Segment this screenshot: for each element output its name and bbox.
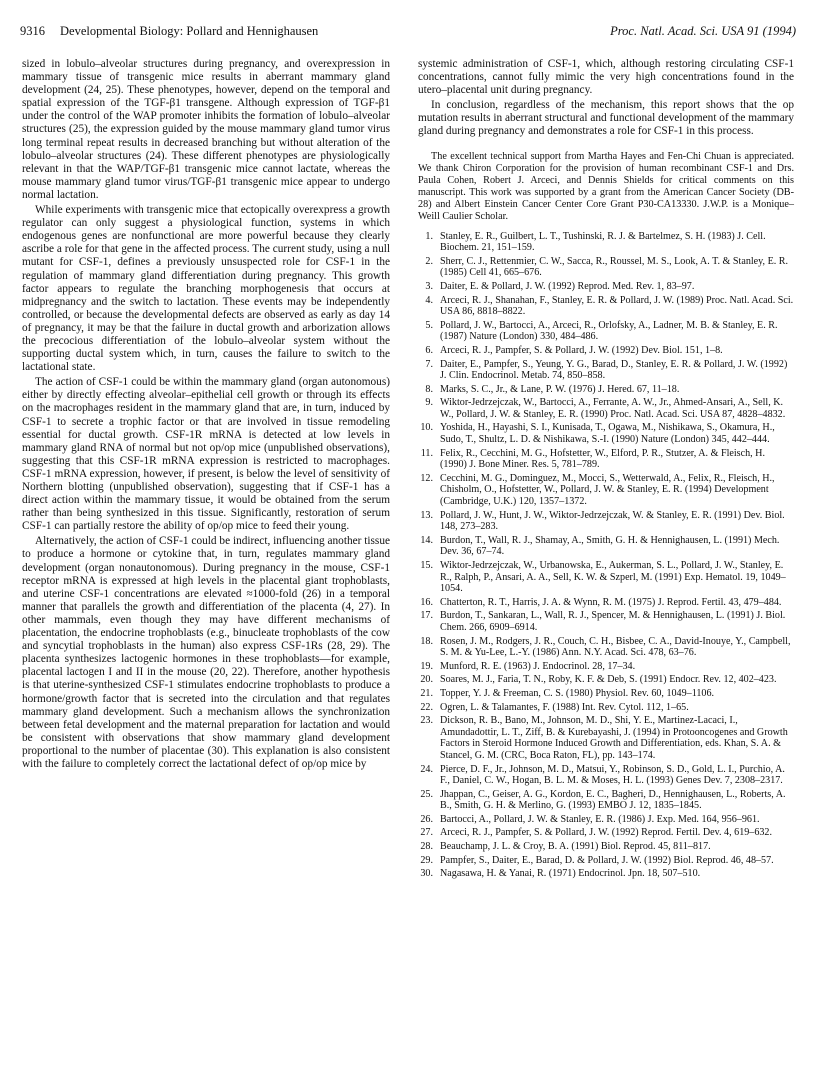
body-paragraph: In conclusion, regardless of the mechanism, this report shows that the op mutation results in aberrant structural and functional development of the mammary gland during pregnancy and demonstrates a role for CSF-1 in this process.	[418, 99, 794, 138]
right-column	[418, 58, 794, 882]
reference-text: Ogren, L. & Talamantes, F. (1988) Int. Rev. Cytol. 112, 1–65.	[440, 701, 689, 713]
reference-number: 16.	[420, 596, 433, 608]
reference-text: Bartocci, A., Pollard, J. W. & Stanley, E. R. (1986) J. Exp. Med. 164, 956–961.	[440, 813, 760, 825]
reference-text: Daiter, E. & Pollard, J. W. (1992) Reprod. Med. Rev. 1, 83–97.	[440, 280, 695, 292]
reference-number: 13.	[420, 509, 433, 521]
reference-item	[418, 345, 794, 357]
reference-item	[418, 764, 794, 787]
journal-citation: Proc. Natl. Acad. Sci. USA 91 (1994)	[610, 24, 796, 38]
reference-number: 21.	[420, 687, 433, 699]
reference-item	[418, 560, 794, 595]
body-paragraph: Alternatively, the action of CSF-1 could be indirect, influencing another tissue to produce a hormone or cytokine that, in turn, regulates mammary gland development (organ nonautonomous). During pregnancy in the mouse, CSF-1 receptor mRNA is expressed at high levels in the placental giant trophoblasts, and uterine CSF-1 concentrations are elevated ≈1000-fold (26) in a temporal manner that parallels the growth and differentiation of the placenta (4, 27). In other mammals, even though they may have different mechanisms of placentation, the endocrine trophoblasts (e.g., binucleate trophoblasts of the cow and syncytial trophoblasts in the human) also express CSF-1Rs (28, 29). The placenta synthesizes lactogenic hormones in these trophoblasts—for example, placental lactogen I and II in the mouse (20, 22). Therefore, another hypothesis is that uterine-synthesized CSF-1 stimulates endocrine trophoblasts to produce a hormone/growth factor that is secreted into the circulation and that regulates mammary gland development. Such a mechanism allows the synchronization between fetal development and the maternal preparation for lactation and would be consistent with observations that show mammary gland development proportional to the number of placentae (30). This explanation is also consistent with the failure to completely correct the lactational defect of op/op mice by	[22, 535, 390, 770]
reference-item	[418, 359, 794, 382]
reference-text: Yoshida, H., Hayashi, S. I., Kunisada, T., Ogawa, M., Nishikawa, S., Okamura, H., Sudo, T., Shultz, L. D. & Nishikawa, S.-I. (1990) Nature (London) 345, 442–444.	[440, 422, 775, 446]
reference-text: Nagasawa, H. & Yanai, R. (1971) Endocrinol. Jpn. 18, 507–510.	[440, 868, 701, 880]
reference-text: Soares, M. J., Faria, T. N., Roby, K. F. & Deb, S. (1991) Endocr. Rev. 12, 402–423.	[440, 674, 777, 686]
reference-number: 19.	[420, 660, 433, 672]
reference-text: Felix, R., Cecchini, M. G., Hofstetter, W., Elford, P. R., Stutzer, A. & Fleisch, H. (1990) J. Bone Miner. Res. 5, 781–789.	[440, 447, 765, 471]
reference-item	[418, 855, 794, 867]
reference-number: 26.	[420, 813, 433, 825]
reference-number: 14.	[420, 534, 433, 546]
reference-item	[418, 422, 794, 445]
reference-text: Wiktor-Jedrzejczak, W., Urbanowska, E., Aukerman, S. L., Pollard, J. W., Stanley, E. R., Ralph, P., Ansari, A. A., Sell, K. W. & Szperl, M. (1991) Exp. Hematol. 19, 1049–1054.	[440, 560, 786, 595]
reference-item	[418, 256, 794, 279]
reference-item	[418, 674, 794, 686]
reference-item	[418, 610, 794, 633]
reference-number: 10.	[420, 422, 433, 434]
reference-number: 4.	[425, 294, 433, 306]
body-paragraph: systemic administration of CSF-1, which, although restoring circulating CSF-1 concentrations, cannot fully mimic the very high concentrations found in the utero–placental unit during pregnancy.	[418, 58, 794, 97]
reference-item	[418, 384, 794, 396]
reference-item	[418, 868, 794, 880]
reference-text: Topper, Y. J. & Freeman, C. S. (1980) Physiol. Rev. 60, 1049–1106.	[440, 687, 715, 699]
reference-item	[418, 661, 794, 673]
body-paragraph: sized in lobulo–alveolar structures during pregnancy, and overexpression in mammary tissue of transgenic mice results in aberrant mammary gland development (24, 25). These phenotypes, however, depend on the temporal and spatial expression of the TGF-β1 transgene. Although expression of TGF-β1 under the control of the WAP promoter inhibits the formation of lobulo–alveolar structures (25), the expression guided by the mouse mammary gland tumor virus long terminal repeat results in decreased branching but without alteration of the lobulo–alveolar structures (24). These different phenotypes are physiologically relevant in that the WAP/TGF-β1 transgenic mice cannot lactate, whereas the mouse mammary gland tumor virus/TGF-β1 transgenic mice appear to undergo normal lactation.	[22, 58, 390, 201]
reference-item	[418, 702, 794, 714]
reference-number: 9.	[425, 397, 433, 409]
reference-number: 25.	[420, 788, 433, 800]
reference-item	[418, 688, 794, 700]
reference-item	[418, 397, 794, 420]
reference-item	[418, 281, 794, 293]
reference-item	[418, 231, 794, 254]
reference-item	[418, 715, 794, 761]
reference-text: Dickson, R. B., Bano, M., Johnson, M. D., Shi, Y. E., Martinez-Lacaci, I., Amundadottir, L. T., Ziff, B. & Kurebayashi, J. (1994) in Protooncogenes and Growth Factors in Steroid Hormone Induced Growth and Differentiation, eds. Khan, S. A. & Stancel, G. M. (CRC, Boca Raton, FL), pp. 143–174.	[440, 715, 788, 761]
reference-number: 27.	[420, 827, 433, 839]
reference-text: Wiktor-Jedrzejczak, W., Bartocci, A., Ferrante, A. W., Jr., Ahmed-Ansari, A., Sell, K. W., Pollard, J. W. & Stanley, E. R. (1990) Proc. Natl. Acad. Sci. USA 87, 4828–4832.	[440, 397, 786, 420]
reference-text: Burdon, T., Wall, R. J., Shamay, A., Smith, G. H. & Hennighausen, L. (1991) Mech. Dev. 36, 67–74.	[440, 534, 780, 558]
acknowledgment: The excellent technical support from Martha Hayes and Fen-Chi Chuan is appreciated. We thank Chiron Corporation for the provision of human recombinant CSF-1 and Drs. Paula Cohen, Robert J. Arceci, and Dennis Shields for critical comments on this manuscript. This work was supported by a grant from the American Cancer Society (DB-28) and Albert Einstein Cancer Center Core Grant P30-CA13330. J.W.P. is a Monique–Weill Caulier Scholar.	[418, 150, 794, 222]
reference-number: 29.	[420, 854, 433, 866]
reference-item	[418, 295, 794, 318]
reference-number: 24.	[420, 763, 433, 775]
reference-number: 1.	[425, 230, 433, 242]
reference-item	[418, 473, 794, 508]
reference-item	[418, 636, 794, 659]
reference-text: Munford, R. E. (1963) J. Endocrinol. 28, 17–34.	[440, 660, 636, 672]
reference-number: 20.	[420, 674, 433, 686]
reference-number: 23.	[420, 715, 433, 727]
reference-number: 11.	[420, 447, 433, 459]
reference-text: Arceci, R. J., Pampfer, S. & Pollard, J. W. (1992) Dev. Biol. 151, 1–8.	[440, 344, 723, 356]
reference-text: Arceci, R. J., Shanahan, F., Stanley, E. R. & Pollard, J. W. (1989) Proc. Natl. Acad. Sci. USA 86, 8818–8822.	[440, 294, 794, 318]
reference-text: Burdon, T., Sankaran, L., Wall, R. J., Spencer, M. & Hennighausen, L. (1991) J. Biol. Chem. 266, 6909–6914.	[440, 610, 786, 633]
reference-number: 2.	[425, 255, 433, 267]
reference-number: 5.	[425, 319, 433, 331]
reference-item	[418, 510, 794, 533]
reference-number: 8.	[425, 383, 433, 395]
reference-text: Chatterton, R. T., Harris, J. A. & Wynn, R. M. (1975) J. Reprod. Fertil. 43, 479–484.	[440, 596, 782, 608]
body-paragraph: While experiments with transgenic mice that ectopically overexpress a growth regulator can only suggest a physiological function, systems in which endogenous genes are nonfunctional are more powerful because they clearly ascribe a role for that gene in the affected process. The current study, using a null mutant for CSF-1, defines a previously unsuspected role for CSF-1 in the regulation of mammary gland differentiation during pregnancy. This growth factor appears to regulate the branching morphogenesis that occurs at midpregnancy and the switch to lactation. These events may be independently controlled, or because the developmental defects are observed as early as day 14 of pregnancy, it may be that the failure in ductal growth and arborization allows the precocious differentiation of the lobulo–alveolar system without the supporting ductal system which, in turn, causes the failure to switch to the lactational state.	[22, 204, 390, 374]
reference-item	[418, 827, 794, 839]
reference-text: Daiter, E., Pampfer, S., Yeung, Y. G., Barad, D., Stanley, E. R. & Pollard, J. W. (1992) J. Clin. Endocrinol. Metab. 74, 850–858.	[440, 358, 788, 382]
reference-number: 22.	[420, 701, 433, 713]
reference-number: 17.	[420, 610, 433, 622]
reference-text: Pollard, J. W., Hunt, J. W., Wiktor-Jedrzejczak, W. & Stanley, E. R. (1991) Dev. Biol. 148, 273–283.	[440, 509, 785, 533]
reference-number: 6.	[425, 344, 433, 356]
reference-item	[418, 448, 794, 471]
reference-item	[418, 789, 794, 812]
body-paragraph: The action of CSF-1 could be within the mammary gland (organ autonomous) either by directly effecting alveolar–epithelial cell growth or through its effects on the macrophages resident in the mammary gland that are, in turn, induced by CSF-1 to secrete a trophic factor or that are involved in tissue remodeling essential for ductal growth. CSF-1R mRNA is detected at low levels in mammary gland RNA of normal but not op/op mice (unpublished observations), suggesting that this CSF-1R mRNA expression is restricted to macrophages. CSF-1 mRNA expression, however, if present, is below the level of sensitivity of Northern blotting (unpublished observation), suggesting that if CSF-1 has a direct action within the mammary tissue, it would be obtained from the serum rather than being synthesized in this tissue. Significantly, restoration of serum CSF-1 can partially restore the ability of op/op mice to feed their young.	[22, 376, 390, 533]
reference-text: Rosen, J. M., Rodgers, J. R., Couch, C. H., Bisbee, C. A., David-Inouye, Y., Campbell, S. M. & Yu-Lee, L.-Y. (1986) Ann. N.Y. Acad. Sci. 478, 63–76.	[440, 635, 791, 659]
reference-number: 30.	[420, 868, 433, 880]
reference-text: Pollard, J. W., Bartocci, A., Arceci, R., Orlofsky, A., Ladner, M. B. & Stanley, E. R. (1987) Nature (London) 330, 484–486.	[440, 319, 778, 343]
reference-text: Stanley, E. R., Guilbert, L. T., Tushinski, R. J. & Bartelmez, S. H. (1983) J. Cell. Biochem. 21, 151–159.	[440, 230, 766, 254]
reference-number: 7.	[425, 358, 433, 370]
left-column	[22, 58, 390, 773]
page-header	[20, 24, 796, 44]
running-title: Developmental Biology: Pollard and Hennighausen	[60, 24, 319, 38]
reference-text: Pierce, D. F., Jr., Johnson, M. D., Matsui, Y., Robinson, S. D., Gold, L. I., Purchio, A. F., Daniel, C. W., Hogan, B. L. M. & Moses, H. L. (1993) Genes Dev. 7, 2308–2317.	[440, 763, 785, 787]
reference-number: 3.	[425, 280, 433, 292]
reference-number: 12.	[420, 472, 433, 484]
reference-text: Pampfer, S., Daiter, E., Barad, D. & Pollard, J. W. (1992) Biol. Reprod. 46, 48–57.	[440, 854, 774, 866]
reference-number: 18.	[420, 635, 433, 647]
reference-item	[418, 535, 794, 558]
reference-text: Beauchamp, J. L. & Croy, B. A. (1991) Biol. Reprod. 45, 811–817.	[440, 841, 711, 853]
reference-item	[418, 597, 794, 609]
reference-item	[418, 814, 794, 826]
reference-item	[418, 841, 794, 853]
reference-number: 28.	[420, 841, 433, 853]
reference-item	[418, 320, 794, 343]
reference-text: Arceci, R. J., Pampfer, S. & Pollard, J. W. (1992) Reprod. Fertil. Dev. 4, 619–632.	[440, 827, 772, 839]
reference-text: Cecchini, M. G., Dominguez, M., Mocci, S., Wetterwald, A., Felix, R., Fleisch, H., Chisholm, O., Hofstetter, W., Pollard, J. W. & Stanley, E. R. (1994) Development (Cambridge, U.K.) 120, 1357–1372.	[440, 472, 775, 508]
page-number: 9316	[20, 24, 45, 38]
reference-number: 15.	[420, 560, 433, 571]
reference-text: Jhappan, C., Geiser, A. G., Kordon, E. C., Bagheri, D., Hennighausen, L., Roberts, A. B., Smith, G. H. & Merlino, G. (1993) EMBO J. 12, 1835–1845.	[440, 788, 786, 812]
reference-list	[418, 231, 794, 880]
reference-text: Sherr, C. J., Rettenmier, C. W., Sacca, R., Roussel, M. S., Look, A. T. & Stanley, E. R. (1985) Cell 41, 665–676.	[440, 255, 789, 279]
reference-text: Marks, S. C., Jr., & Lane, P. W. (1976) J. Hered. 67, 11–18.	[440, 383, 680, 395]
